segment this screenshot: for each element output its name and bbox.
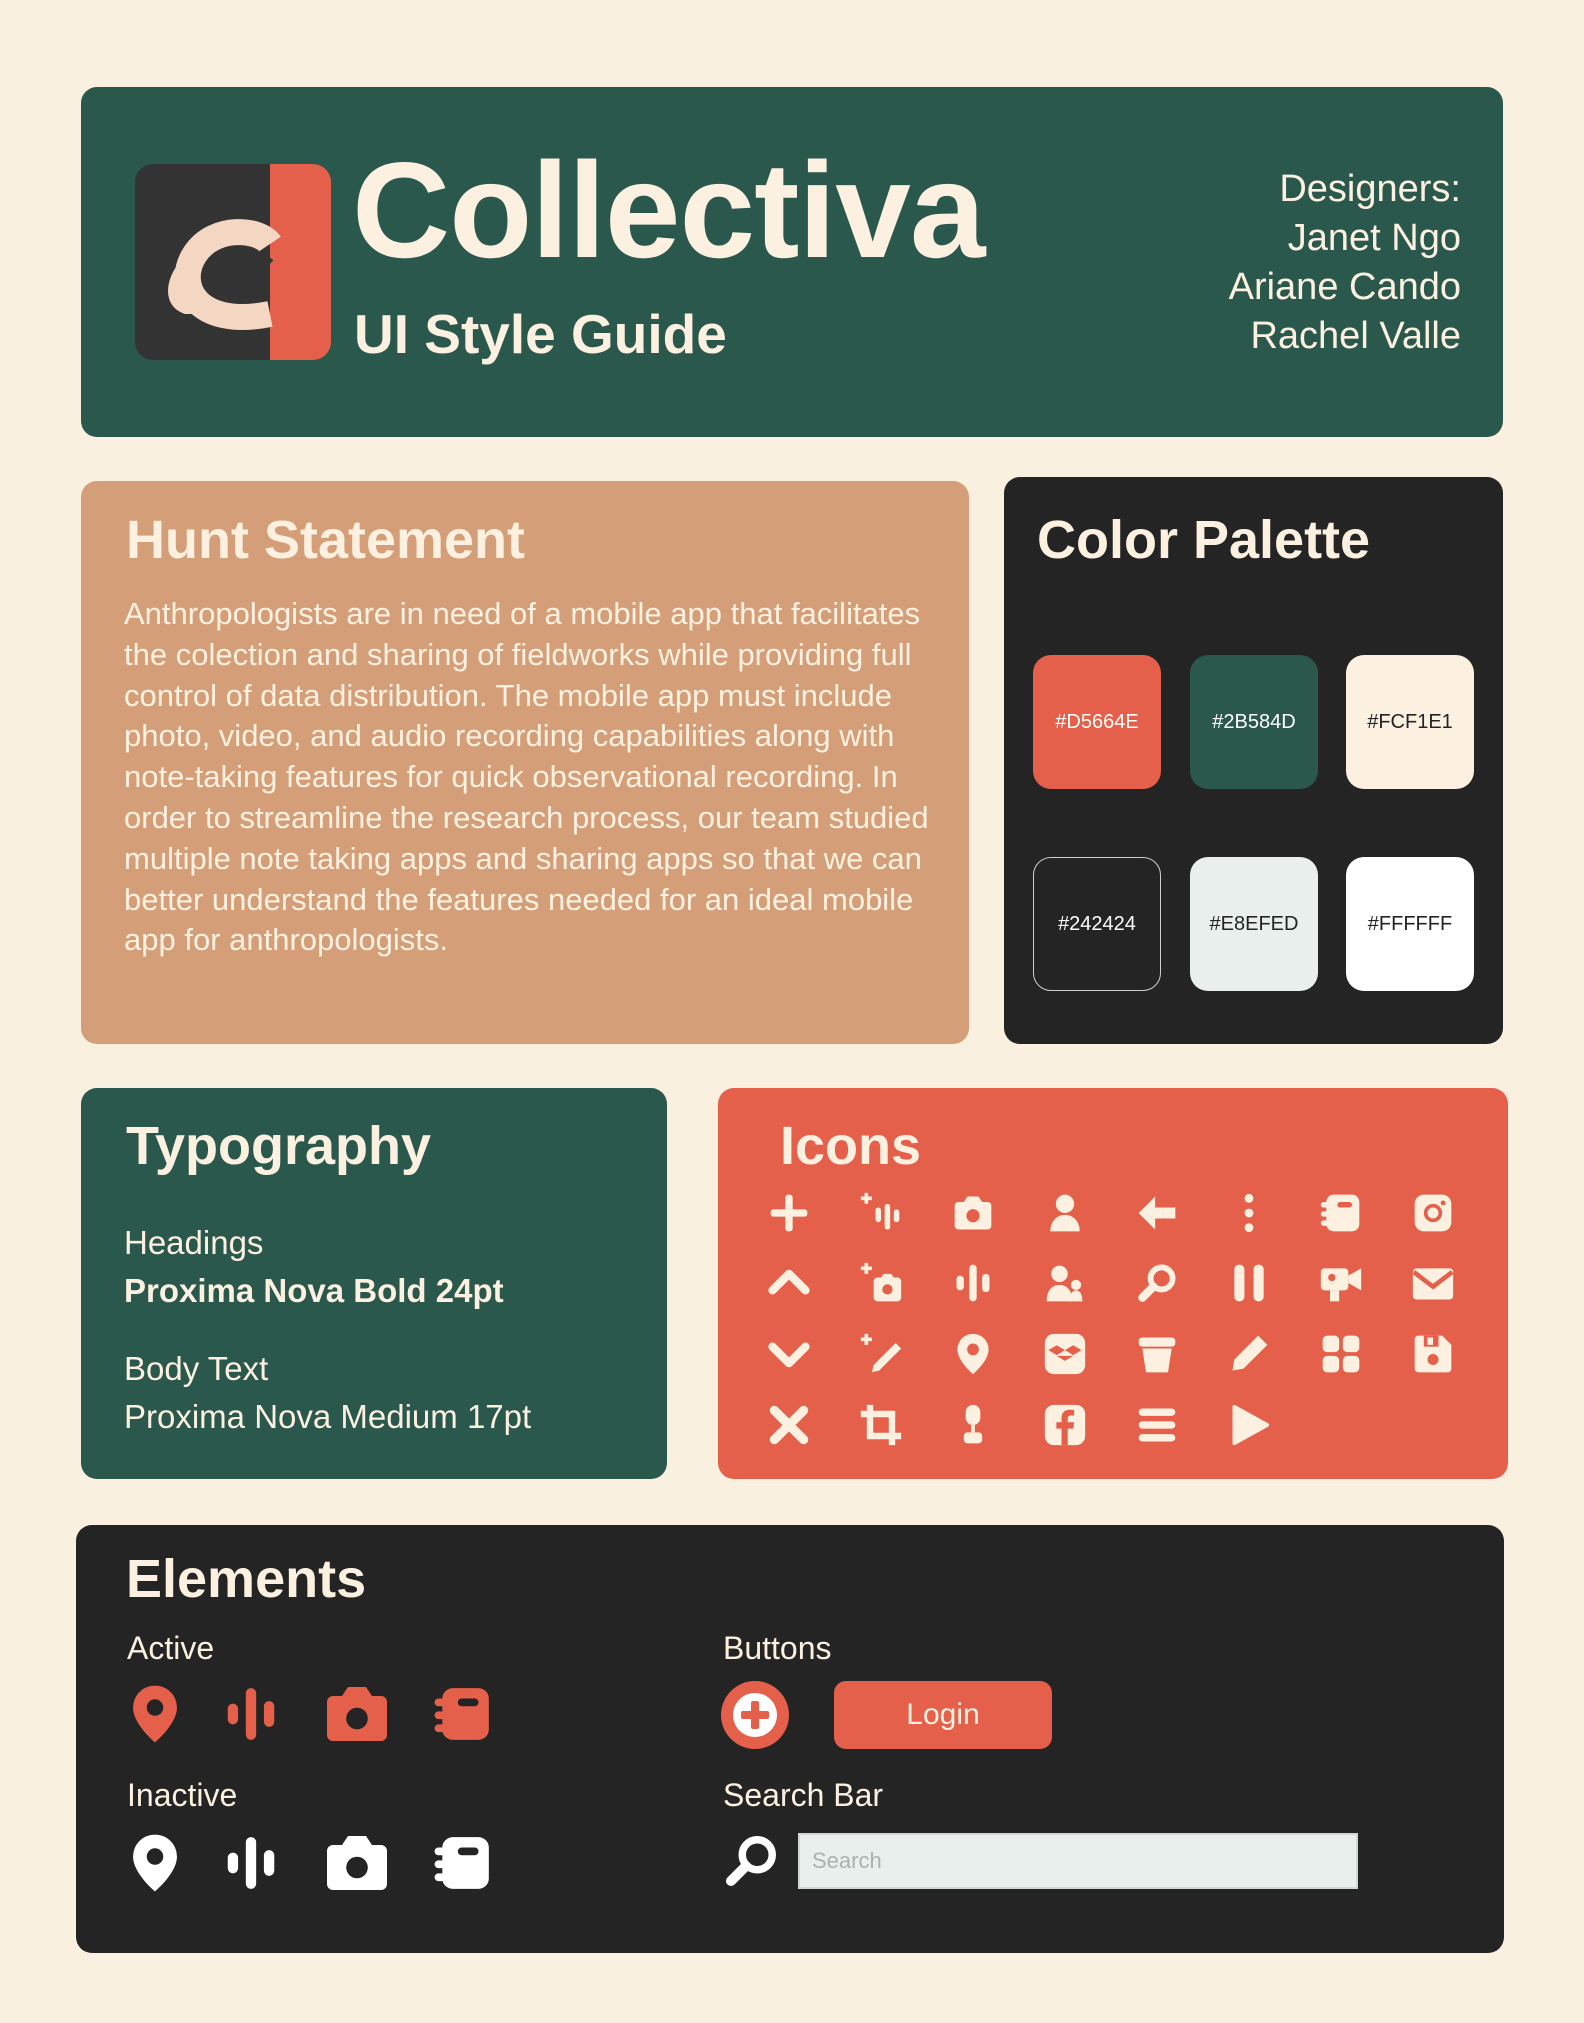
play-icon [1234,1407,1267,1444]
add-button[interactable] [721,1681,789,1749]
swatch-label: #FFFFFF [1367,912,1453,935]
buttons-label: Buttons [723,1630,832,1666]
login-button[interactable] [834,1681,1052,1749]
sparkle-audio-icon [861,1193,900,1230]
arrow-left-icon [1139,1197,1176,1230]
swatch-label: #2B584D [1212,710,1296,733]
active-label: Active [127,1630,215,1666]
pencil-icon [1233,1336,1268,1371]
camera-icon [955,1197,992,1230]
icons-card [718,1088,1508,1479]
designers-list [1229,165,1461,361]
body-text-label: Body Text [124,1350,269,1387]
designer-name: Rachel Valle [1250,315,1461,357]
designer-name: Ariane Cando [1228,266,1461,308]
sparkle-camera-icon [861,1263,901,1302]
search-icon[interactable] [721,1831,781,1891]
swatch-label: #D5664E [1055,710,1139,733]
color-swatch [1346,857,1474,991]
search-bar-label: Search Bar [723,1777,884,1813]
headings-label: Headings [124,1224,264,1261]
swatch-label: #242424 [1058,912,1136,935]
app-subtitle: UI Style Guide [354,303,727,365]
more-vertical-icon [1245,1194,1254,1232]
collectiva-logo [135,164,331,360]
color-swatch [1190,857,1318,991]
chevron-down-icon [773,1347,806,1364]
color-swatch [1033,857,1161,991]
active-notebook-icon[interactable] [432,1678,494,1750]
notebook-icon [1321,1195,1360,1232]
active-camera-icon[interactable] [316,1678,398,1750]
active-location-pin-icon[interactable] [124,1678,186,1750]
search-input[interactable] [798,1833,1358,1889]
user-icon [1050,1195,1079,1232]
header-banner [81,87,1503,437]
app-title: Collectiva [352,134,985,286]
save-icon [1415,1336,1452,1373]
designers-label: Designers: [1279,168,1461,210]
hunt-statement-card [81,481,969,1044]
typography-title: Typography [126,1116,432,1176]
magic-pen-icon [861,1334,901,1373]
inactive-camera-icon[interactable] [316,1827,398,1899]
designer-name: Janet Ngo [1287,217,1461,259]
audio-icon [957,1265,990,1302]
inactive-audio-icon[interactable] [220,1827,282,1899]
headings-font: Proxima Nova Bold 24pt [124,1272,504,1309]
inactive-location-pin-icon[interactable] [124,1827,186,1899]
search-icon [1142,1267,1172,1297]
facebook-icon [1045,1405,1085,1445]
dropbox-icon [1045,1334,1085,1374]
menu-icon [1139,1409,1176,1442]
login-button-label: Login [906,1698,980,1731]
location-pin-icon [957,1334,988,1374]
typography-card [81,1088,667,1479]
color-palette-card [1004,477,1503,1044]
swatch-label: #FCF1E1 [1367,710,1453,733]
grid-icon [1323,1336,1360,1373]
inactive-notebook-icon[interactable] [432,1827,494,1899]
hunt-statement-title: Hunt Statement [126,510,526,570]
crop-icon [861,1405,901,1445]
active-audio-icon[interactable] [220,1678,282,1750]
color-swatch [1346,655,1474,789]
icons-title: Icons [780,1116,922,1176]
color-swatch [1033,655,1161,789]
close-icon [774,1410,803,1439]
pause-icon [1234,1265,1263,1302]
instagram-icon [1415,1195,1452,1232]
microphone-icon [964,1405,982,1444]
trash-icon [1139,1338,1176,1373]
body-text-font: Proxima Nova Medium 17pt [124,1398,532,1435]
plus-icon [771,1195,808,1232]
color-swatch [1190,655,1318,789]
inactive-label: Inactive [127,1777,238,1813]
video-camera-icon [1321,1268,1361,1301]
color-palette-title: Color Palette [1037,510,1371,570]
swatch-label: #E8EFED [1209,912,1299,935]
elements-title: Elements [126,1549,367,1609]
users-icon [1047,1266,1083,1302]
elements-card [76,1525,1504,1953]
chevron-up-icon [773,1274,806,1291]
hunt-statement-body: Anthropologists are in need of a mobile app that facilitates the colection and sharing of fieldworks while providing full control of data distribution. The mobile app must include photo, video, and audio recording capabilities along with note-taking features for quick observational recording. In order to streamline the research process, our team studied multiple note taking apps and sharing apps so that we can better understand the features needed for an ideal mobile app for anthropologists. [124,596,929,958]
icon-grid [718,1088,1508,1479]
mail-icon [1413,1268,1453,1299]
